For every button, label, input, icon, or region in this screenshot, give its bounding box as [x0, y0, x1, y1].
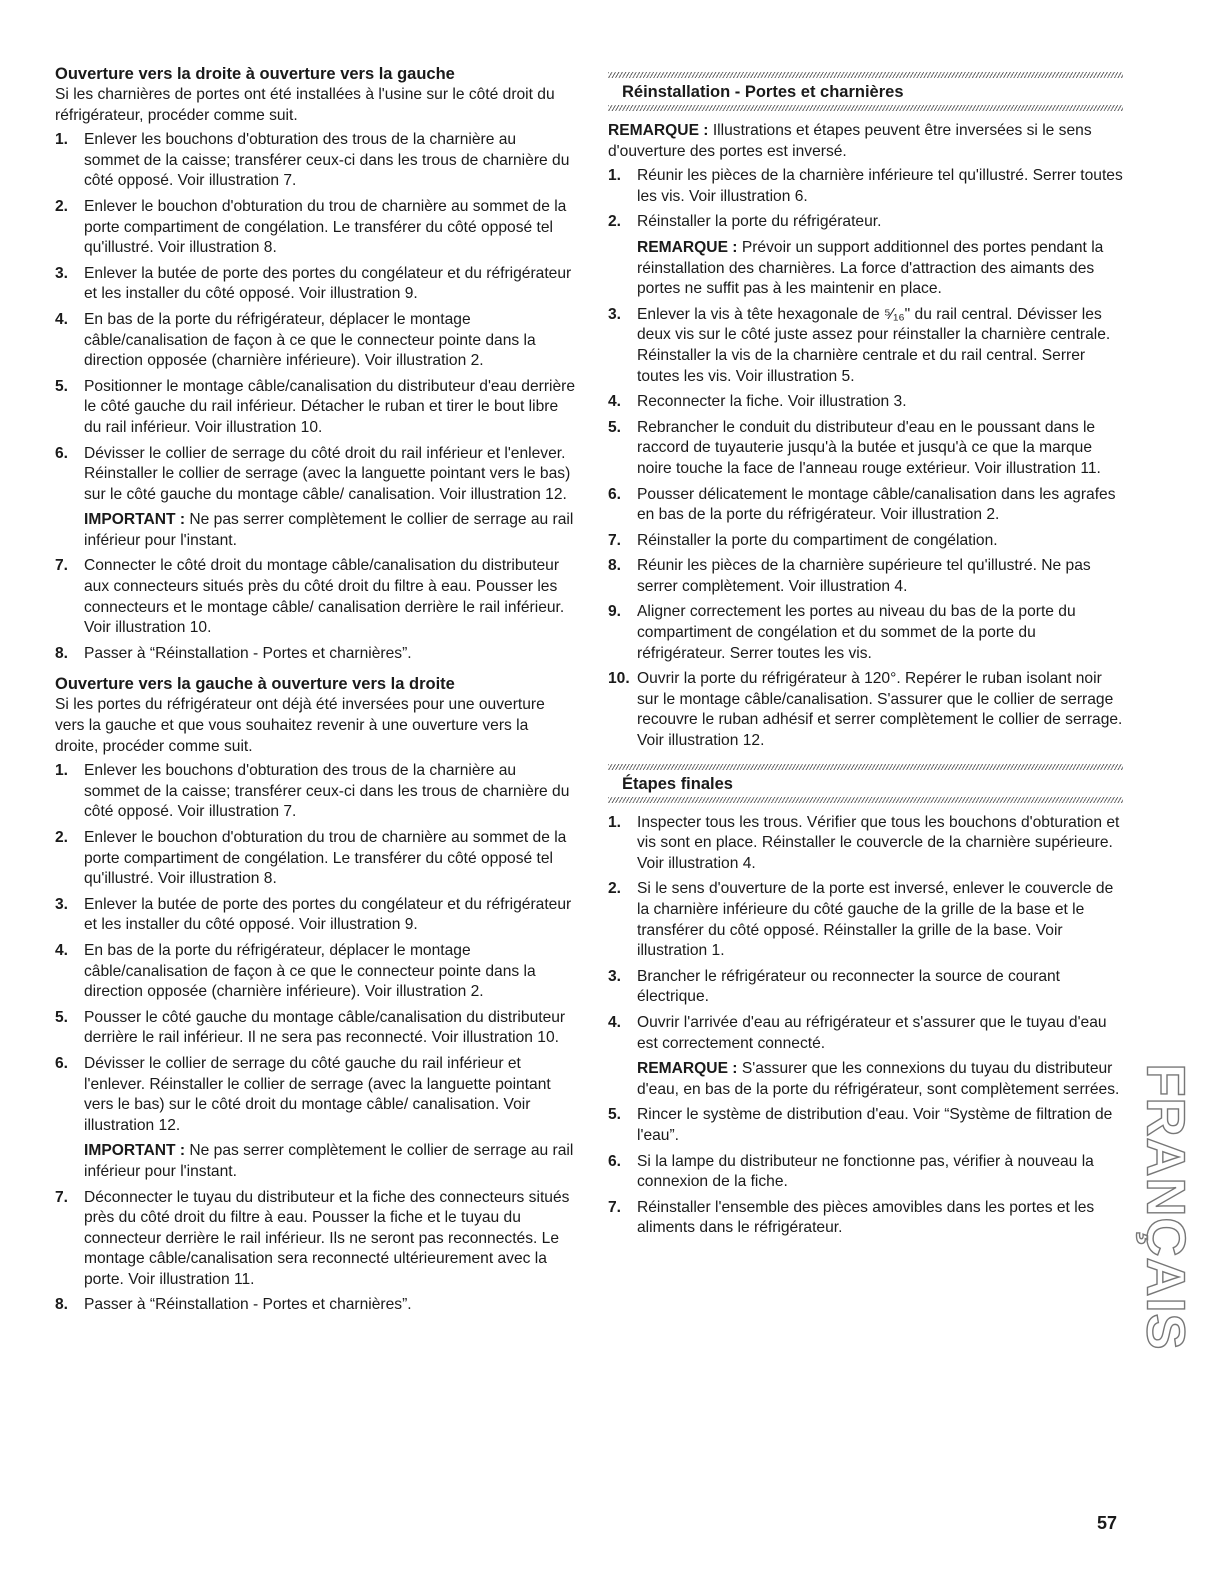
- page-number: 57: [1097, 1513, 1118, 1533]
- list-item: 4. En bas de la porte du réfrigérateur, déplacer le montage câble/canalisation de façon à ce que le connecteur pointe dans la direction opposée (charnière inférieure). Voir illustration 2.: [55, 941, 536, 1001]
- list-item: 6. Pousser délicatement le montage câble/canalisation dans les agrafes en bas de la porte du réfrigérateur. Voir illustration 2.: [608, 485, 1116, 524]
- list-item: 6. Si la lampe du distributeur ne fonctionne pas, vérifier à nouveau la connexion de la fiche.: [608, 1152, 1094, 1191]
- language-side-tab: [1135, 1063, 1195, 1351]
- list-item: 1. Inspecter tous les trous. Vérifier que tous les bouchons d'obturation et vis sont en place. Réinstaller le couvercle de la charnière supérieure. Voir illustration 4.: [608, 813, 1120, 872]
- list-item: 2. Enlever le bouchon d'obturation du trou de charnière au sommet de la porte compartiment de congélation. Le transférer du côté opposé tel qu'illustré. Voir illustration 8.: [55, 197, 567, 257]
- list-item: 2. Si le sens d'ouverture de la porte est inversé, enlever le couvercle de la charnière inférieure du côté gauche de la grille de la base et le transférer du côté opposé. Réinstaller la grille de la base. Voir illustration 1.: [608, 880, 1114, 960]
- list-item: 2. Réinstaller la porte du réfrigérateur. REMARQUE : Prévoir un support additionnel des portes pendant la réinstallation des charnières. La force d'attraction des aimants des portes ne suffit pas à les maintenir en place.: [608, 212, 1123, 299]
- hatch-divider: [608, 797, 1123, 803]
- section-intro: Si les portes du réfrigérateur ont déjà été inversées pour une ouverture vers la gauche et que vous souhaitez revenir à une ouverture vers la droite, procéder comme suit.: [55, 696, 545, 755]
- steps-list: [55, 130, 575, 664]
- list-item: 6. Dévisser le collier de serrage du côté droit du rail inférieur et l'enlever. Réinstaller le collier de serrage (avec la languette pointant vers le bas) sur le côté gauche du montage câble/ canalisation. Voir illustration 12. IMPORTANT : Ne pas serrer complètement le collier de serrage au rail inférieur pour l'instant.: [55, 444, 575, 552]
- list-item: 9. Aligner correctement les portes au niveau du bas de la porte du compartiment de congélation et du sommet de la porte du réfrigérateur. Serrer toutes les vis.: [608, 603, 1076, 662]
- list-item: 3. Brancher le réfrigérateur ou reconnecter la source de courant électrique.: [608, 967, 1060, 1006]
- section-intro: Si les charnières de portes ont été installées à l'usine sur le côté droit du réfrigérateur, procéder comme suit.: [55, 86, 555, 124]
- list-item: 3. Enlever la butée de porte des portes du congélateur et du réfrigérateur et les installer du côté opposé. Voir illustration 9.: [55, 895, 572, 934]
- remark-note: REMARQUE : Illustrations et étapes peuvent être inversées si le sens d'ouverture des portes est inversé.: [608, 122, 1092, 160]
- section-heading: Ouverture vers la gauche à ouverture vers la droite: [55, 675, 455, 694]
- section-header-band: [608, 764, 1123, 803]
- section-heading: Ouverture vers la droite à ouverture vers la gauche: [55, 65, 455, 83]
- list-item: 10. Ouvrir la porte du réfrigérateur à 120°. Repérer le ruban isolant noir sur le montage câble/canalisation. S'assurer que le collier de serrage recouvre le ruban adhésif et serrer complètement le collier de serrage. Voir illustration 12.: [608, 670, 1123, 750]
- list-item: 2. Enlever le bouchon d'obturation du trou de charnière au sommet de la porte compartiment de congélation. Le transférer du côté opposé tel qu'illustré. Voir illustration 8.: [55, 829, 567, 888]
- list-item: 7. Réinstaller l'ensemble des pièces amovibles dans les portes et les aliments dans le réfrigérateur.: [608, 1198, 1095, 1237]
- list-item: 3. Enlever la butée de porte des portes du congélateur et du réfrigérateur et les installer du côté opposé. Voir illustration 9.: [55, 264, 572, 303]
- hatch-divider: [608, 105, 1123, 111]
- list-item: 8. Passer à “Réinstallation - Portes et charnières”.: [55, 1296, 412, 1314]
- list-item: 8. Passer à “Réinstallation - Portes et charnières”.: [55, 644, 412, 662]
- remark-note: REMARQUE : S'assurer que les connexions du tuyau du distributeur d'eau, en bas de la porte du réfrigérateur, sont complètement serrées.: [637, 1060, 1120, 1098]
- list-item: 1. Réunir les pièces de la charnière inférieure tel qu'illustré. Serrer toutes les vis. Voir illustration 6.: [608, 167, 1123, 205]
- list-item: 1. Enlever les bouchons d'obturation des trous de la charnière au sommet de la caisse; transférer ceux-ci dans les trous de charnière du côté opposé. Voir illustration 7.: [55, 762, 570, 821]
- list-item: 5. Rebrancher le conduit du distributeur d'eau en le poussant dans le raccord de tuyauterie jusqu'à la butée et jusqu'à ce que la marque noire touche la face de l'anneau rouge extérieur. Voir illustration 11.: [608, 418, 1101, 477]
- list-item: 7. Déconnecter le tuyau du distributeur et la fiche des connecteurs situés près du côté droit du filtre à eau. Pousser la fiche et le tuyau du connecteur derrière le rail inférieur. Ils ne seront pas reconnectés. Le montage câble/canalisation sera reconnecté ultérieurement avec la porte. Voir illustration 11.: [55, 1188, 570, 1288]
- list-item: 4. En bas de la porte du réfrigérateur, déplacer le montage câble/canalisation de façon à ce que le connecteur pointe dans la direction opposée (charnière inférieure). Voir illustration 2.: [55, 310, 536, 370]
- list-item: 5. Rincer le système de distribution d'eau. Voir “Système de filtration de l'eau”.: [608, 1106, 1113, 1144]
- section-heading: Étapes finales: [622, 774, 733, 793]
- list-item: 6. Dévisser le collier de serrage du côté gauche du rail inférieur et l'enlever. Réinstaller le collier de serrage (avec la languette pointant vers le bas) sur le côté droit du montage câble/ canalisation. Voir illustration 12. IMPORTANT : Ne pas serrer complètement le collier de serrage au rail inférieur pour l'instant.: [55, 1054, 575, 1183]
- list-item: 7. Connecter le côté droit du montage câble/canalisation du distributeur aux connecteurs situés près du côté droit du filtre à eau. Pousser les connecteurs et le montage câble/ canalisation derrière le rail inférieur. Voir illustration 10.: [55, 557, 565, 637]
- section-header-band: [608, 72, 1123, 111]
- list-item: 7. Réinstaller la porte du compartiment de congélation.: [608, 531, 998, 549]
- right-column: [608, 64, 1123, 1244]
- list-item: 3. Enlever la vis à tête hexagonale de ⁵⁄₁₆" du rail central. Dévisser les deux vis sur le côté juste assez pour réinstaller la charnière centrale. Réinstaller la vis de la charnière centrale et du rail central. Serrer toutes les vis. Voir illustration 5.: [608, 305, 1111, 385]
- list-item: 4. Reconnecter la fiche. Voir illustration 3.: [608, 393, 907, 411]
- important-note: IMPORTANT : Ne pas serrer complètement le collier de serrage au rail inférieur pour l'instant.: [84, 511, 574, 549]
- section-heading: Réinstallation - Portes et charnières: [622, 83, 904, 101]
- steps-list: [55, 761, 575, 1316]
- language-label: FRANÇAIS: [1135, 1063, 1195, 1351]
- steps-list: [608, 166, 1123, 751]
- important-note: IMPORTANT : Ne pas serrer complètement le collier de serrage au rail inférieur pour l'instant.: [84, 1142, 574, 1180]
- list-item: 5. Pousser le côté gauche du montage câble/canalisation du distributeur derrière le rail inférieur. Il ne sera pas reconnecté. Voir illustration 10.: [55, 1008, 566, 1047]
- list-item: 4. Ouvrir l'arrivée d'eau au réfrigérateur et s'assurer que le tuyau d'eau est correctement connecté. REMARQUE : S'assurer que les connexions du tuyau du distributeur d'eau, en bas de la porte du réfrigérateur, sont complètement serrées.: [608, 1013, 1123, 1100]
- left-column: [55, 64, 575, 1321]
- steps-list: [608, 813, 1123, 1239]
- remark-note: REMARQUE : Prévoir un support additionnel des portes pendant la réinstallation des charnières. La force d'attraction des aimants des portes ne suffit pas à les maintenir en place.: [637, 238, 1104, 298]
- list-item: 5. Positionner le montage câble/canalisation du distributeur d'eau derrière le côté gauche du rail inférieur. Détacher le ruban et tirer le bout libre du rail inférieur. Voir illustration 10.: [55, 377, 576, 436]
- list-item: 1. Enlever les bouchons d'obturation des trous de la charnière au sommet de la caisse; transférer ceux-ci dans les trous de charnière du côté opposé. Voir illustration 7.: [55, 131, 570, 190]
- list-item: 8. Réunir les pièces de la charnière supérieure tel qu'illustré. Ne pas serrer complètement. Voir illustration 4.: [608, 557, 1091, 595]
